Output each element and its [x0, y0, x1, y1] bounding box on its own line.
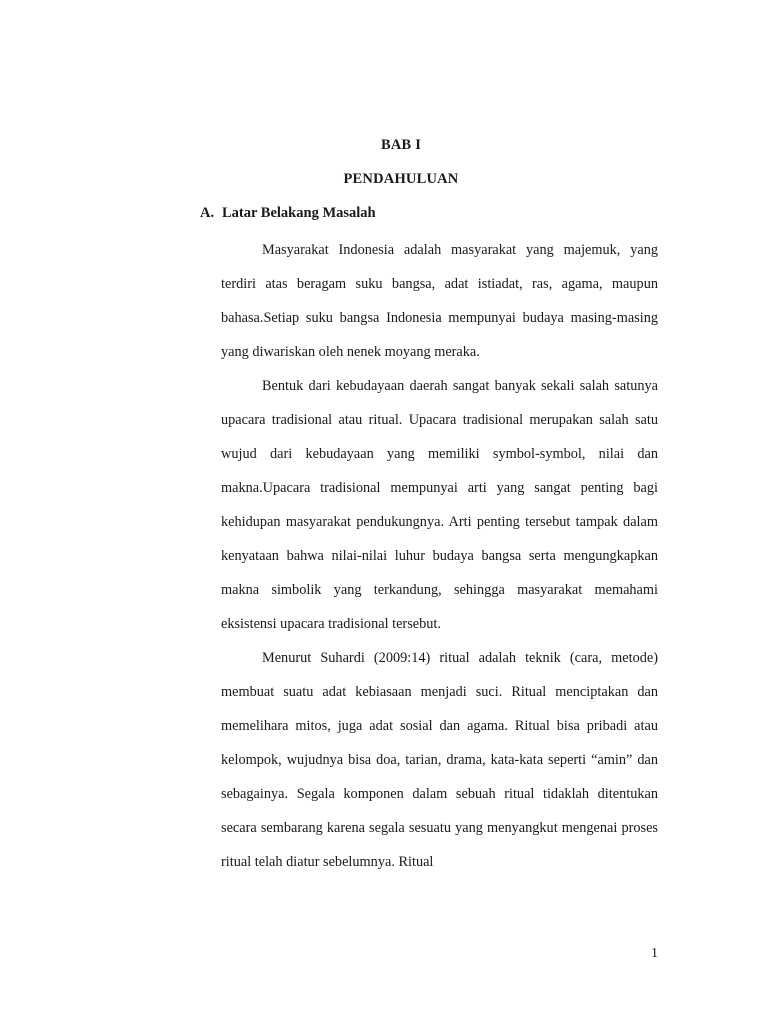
paragraph-1: Masyarakat Indonesia adalah masyarakat yang majemuk, yang terdiri atas beragam suku bangsa, adat istiadat, ras, agama, maupun bahasa.Setiap suku bangsa Indonesia mempunyai budaya masing-masing yang diwariskan oleh nenek moyang meraka. [221, 242, 658, 360]
body-text [221, 233, 658, 879]
paragraph-2: Bentuk dari kebudayaan daerah sangat banyak sekali salah satunya upacara tradisional atau ritual. Upacara tradisional merupakan salah satu wujud dari kebudayaan yang memiliki symbol-symbol, nilai dan makna.Upacara tradisional mempunyai arti yang sangat penting bagi kehidupan masyarakat pendukungnya. Arti penting tersebut tampak dalam kenyataan bahwa nilai-nilai luhur budaya bangsa serta mengungkapkan makna simbolik yang terkandung, sehingga masyarakat memahami eksistensi upacara tradisional tersebut. [221, 378, 658, 632]
chapter-label: BAB I [380, 137, 422, 153]
page-number: 1 [651, 946, 658, 961]
section-heading [200, 205, 376, 222]
paragraph-3: Menurut Suhardi (2009:14) ritual adalah teknik (cara, metode) membuat suatu adat kebiasaan menjadi suci. Ritual menciptakan dan memelihara mitos, juga adat sosial dan agama. Ritual bisa pribadi atau kelompok, wujudnya bisa doa, tarian, drama, kata-kata seperti “amin” dan sebagainya. Segala komponen dalam sebuah ritual tidaklah ditentukan secara sembarang karena segala sesuatu yang menyangkut mengenai proses ritual telah diatur sebelumnya. Ritual [221, 650, 658, 870]
section-letter: A. [200, 205, 215, 221]
chapter-title: PENDAHULUAN [343, 171, 459, 187]
section-title: Latar Belakang Masalah [222, 205, 376, 221]
